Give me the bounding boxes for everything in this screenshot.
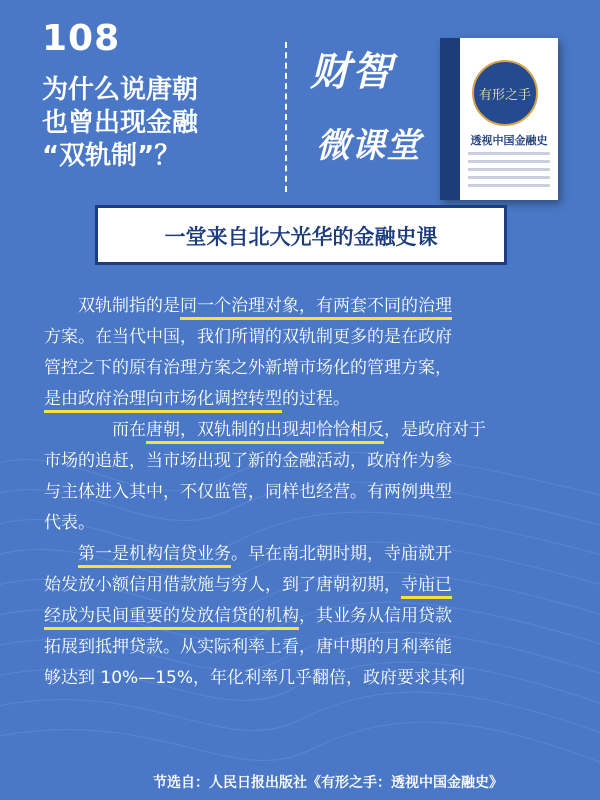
- article-body: [44, 291, 568, 694]
- text-line: [44, 570, 568, 601]
- text-segment: ，其业务从信用贷款: [299, 606, 452, 626]
- book-spine: [440, 38, 460, 200]
- book-cover: [440, 38, 558, 200]
- text-line: [44, 322, 568, 353]
- text-line: [78, 539, 568, 570]
- brand-name-bottom: 微课堂: [316, 126, 421, 166]
- text-line: [78, 291, 568, 322]
- book-title: 透视中国金融史: [470, 134, 548, 147]
- highlighted-text: 唐朝，双轨制的出现却恰恰相反: [146, 420, 384, 444]
- episode-title-line: 为什么说唐朝: [42, 75, 199, 105]
- text-line: [44, 632, 568, 663]
- text-segment: 而在: [112, 420, 146, 440]
- episode-title: [42, 74, 262, 173]
- text-line: [44, 353, 568, 384]
- paragraph: [44, 539, 568, 694]
- text-segment: 双轨制指的是: [78, 296, 180, 316]
- text-line: [44, 601, 568, 632]
- text-segment: 代表。: [44, 513, 95, 533]
- brand-name-top: 财智: [310, 49, 394, 95]
- highlighted-text: 经成为民间重要的发放信贷的机构: [44, 606, 299, 630]
- text-segment: 方案。在当代中国，我们所谓的双轨制更多的是在政府: [44, 327, 452, 347]
- highlighted-text: 同一个治理对象，有两套不同的治理: [180, 296, 452, 320]
- source-credit: 节选自：人民日报出版社《有形之手：透视中国金融史》: [153, 775, 503, 791]
- book-seal-text: 有形之手: [478, 88, 531, 103]
- text-line: [44, 508, 568, 539]
- text-line: [78, 415, 568, 446]
- text-segment: ，是政府对于: [384, 420, 486, 440]
- text-line: [44, 446, 568, 477]
- highlighted-text: 第一是机构信贷业务: [78, 544, 231, 568]
- paragraph: [44, 291, 568, 415]
- header-divider: [285, 42, 287, 192]
- text-line: [44, 663, 568, 694]
- header: [0, 0, 600, 200]
- text-segment: 与主体进入其中，不仅监管，同样也经营。有两例典型: [44, 482, 452, 502]
- banner-text: 一堂来自北大光华的金融史课: [164, 225, 438, 249]
- text-segment: 拓展到抵押贷款。从实际利率上看，唐中期的月利率能: [44, 637, 452, 657]
- text-line: [44, 477, 568, 508]
- course-banner: [95, 205, 507, 265]
- text-segment: 。早在南北朝时期，寺庙就开: [231, 544, 452, 564]
- episode-number: 108: [42, 18, 121, 59]
- text-segment: 的过程。: [282, 389, 350, 409]
- text-segment: 市场的追赶，当市场出现了新的金融活动，政府作为参: [44, 451, 452, 471]
- episode-title-line: “双轨制”？: [42, 141, 181, 171]
- book-seal-logo: [472, 60, 538, 126]
- paragraph: [44, 415, 568, 539]
- episode-title-line: 也曾出现金融: [42, 108, 199, 138]
- text-line: [44, 384, 568, 415]
- text-segment: 够达到 10%—15%，年化利率几乎翻倍，政府要求其利: [44, 668, 465, 688]
- highlighted-text: 寺庙已: [401, 575, 452, 599]
- text-segment: 管控之下的原有治理方案之外新增市场化的管理方案，: [44, 358, 452, 378]
- book-text-lines: [468, 152, 550, 192]
- text-segment: 始发放小额信用借款施与穷人，到了唐朝初期，: [44, 575, 401, 595]
- highlighted-text: 是由政府治理向市场化调控转型: [44, 389, 282, 413]
